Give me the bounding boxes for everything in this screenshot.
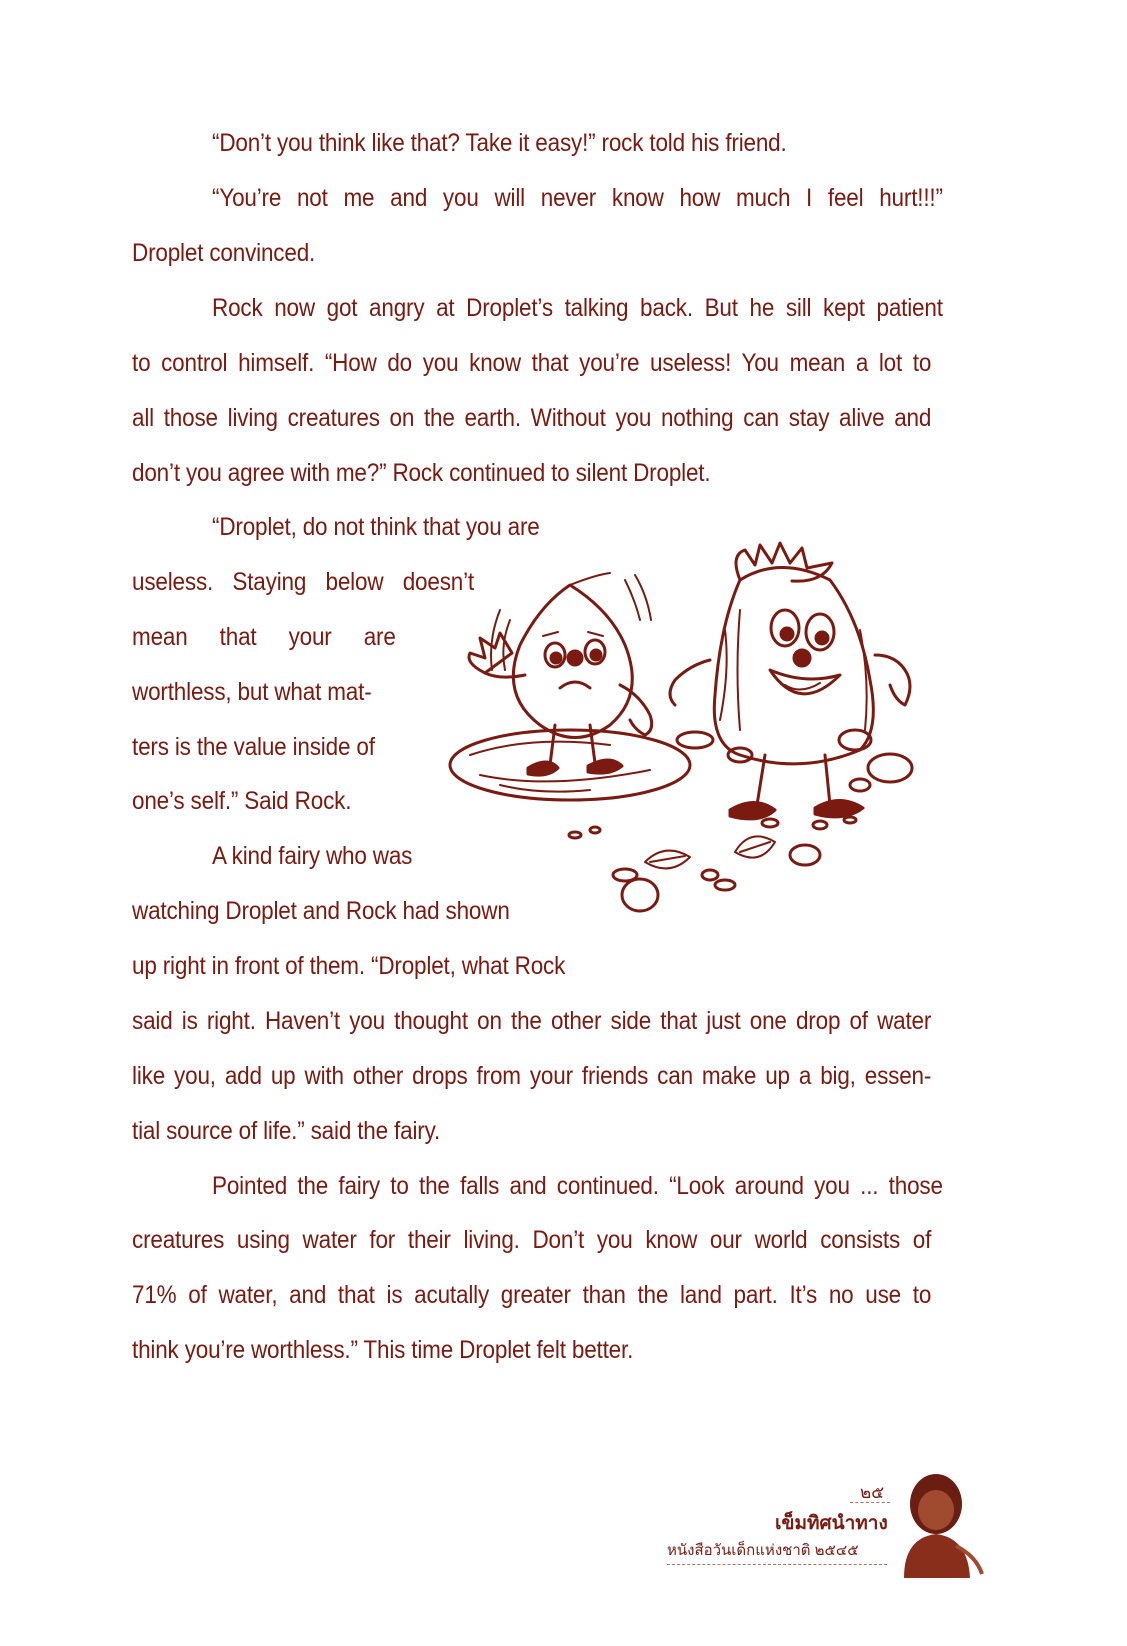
text-line: mean that your are: [132, 623, 396, 651]
text-line: Rock now got angry at Droplet’s talking back. But he sill kept patient: [212, 294, 943, 322]
puddle: [450, 730, 690, 800]
text-line: up right in front of them. “Droplet, what Rock: [132, 952, 566, 980]
text-line: all those living creatures on the earth. Without you nothing can stay alive and: [132, 404, 932, 432]
text-line: ters is the value inside of: [132, 733, 375, 761]
book-title: เข็มทิศนำทาง: [775, 1512, 888, 1534]
text-line: said is right. Haven’t you thought on the other side that just one drop of water: [132, 1007, 932, 1035]
text-line: to control himself. “How do you know that you’re useless! You mean a lot to: [132, 349, 932, 377]
text-line: 71% of water, and that is acutally greater than the land part. It’s no use to: [132, 1281, 932, 1309]
text-line: tial source of life.” said the fairy.: [132, 1117, 441, 1145]
footer-divider: [667, 1564, 887, 1565]
text-line: think you’re worthless.” This time Droplet felt better.: [132, 1336, 634, 1364]
text-line: watching Droplet and Rock had shown: [132, 897, 510, 925]
text-line: Droplet convinced.: [132, 239, 316, 267]
text-line: Pointed the fairy to the falls and continued. “Look around you ... those: [212, 1172, 943, 1200]
child-portrait-image: [896, 1466, 986, 1578]
text-line: “You’re not me and you will never know how much I feel hurt!!!”: [212, 184, 943, 212]
text-line: A kind fairy who was: [212, 842, 413, 870]
text-line: don’t you agree with me?” Rock continued to silent Droplet.: [132, 459, 711, 487]
text-line: like you, add up with other drops from your friends can make up a big, essen-: [132, 1062, 932, 1090]
text-line: “Don’t you think like that? Take it easy!” rock told his friend.: [212, 129, 787, 157]
text-line: useless. Staying below doesn’t: [132, 568, 474, 596]
droplet-and-rock-illustration: [440, 540, 970, 950]
text-line: one’s self.” Said Rock.: [132, 787, 352, 815]
text-line: “Droplet, do not think that you are: [212, 513, 540, 541]
book-subtitle: หนังสือวันเด็กแห่งชาติ ๒๕๔๕: [667, 1542, 859, 1559]
text-line: worthless, but what mat-: [132, 678, 372, 706]
page-number: ๒๕: [860, 1483, 885, 1502]
footer-divider: [850, 1502, 890, 1503]
text-line: creatures using water for their living. Don’t you know our world consists of: [132, 1226, 932, 1254]
